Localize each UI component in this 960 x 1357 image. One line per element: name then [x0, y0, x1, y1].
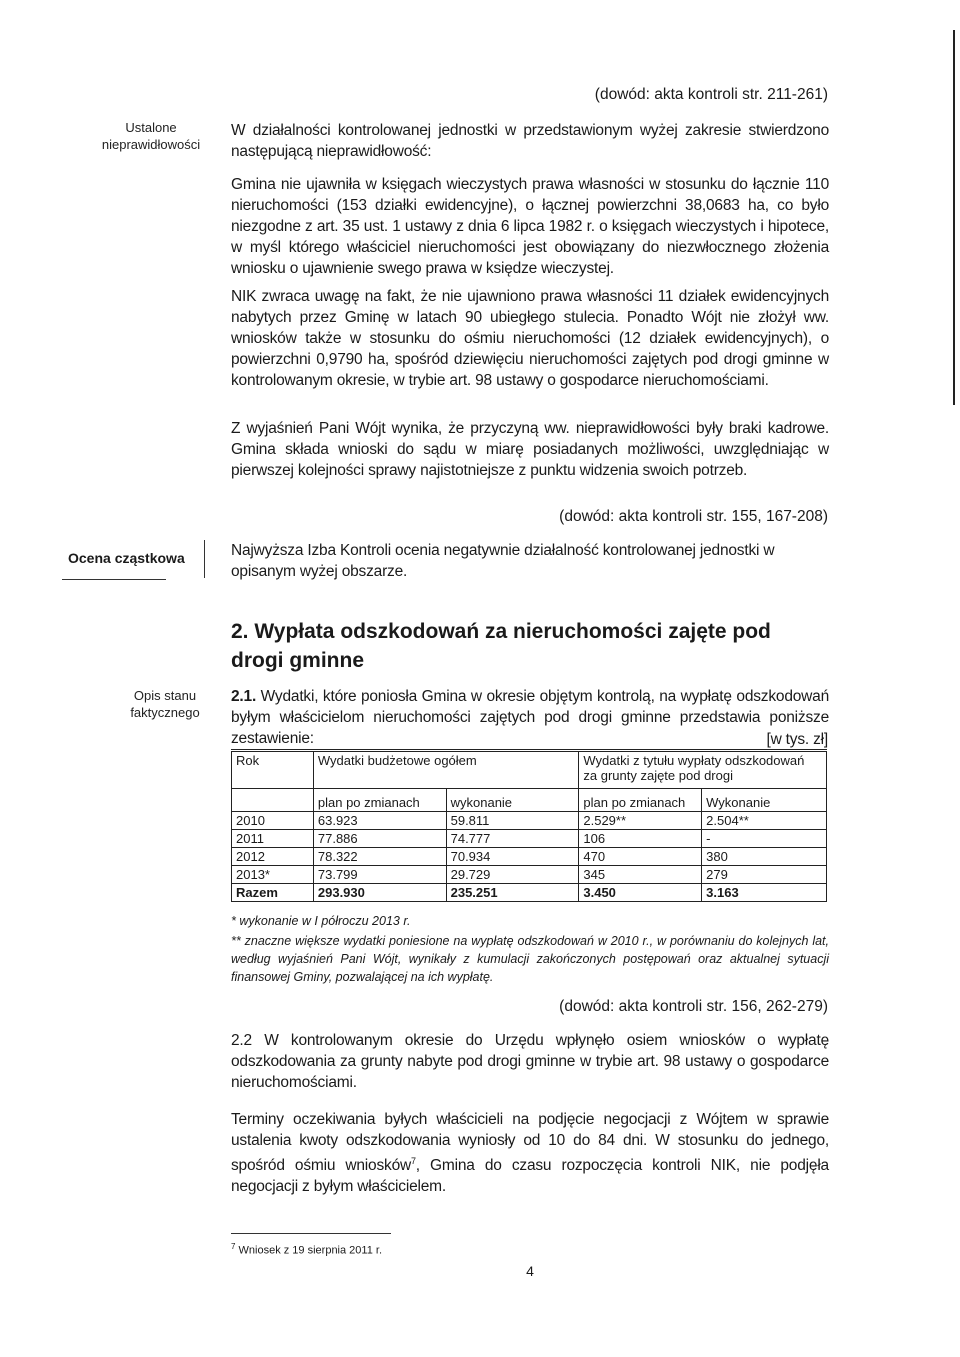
cell-value: 380	[702, 848, 827, 866]
margin-label-facts: Opis stanu faktycznego	[130, 688, 200, 720]
cell-value: 2.504**	[702, 812, 827, 830]
cell-total-label: Razem	[232, 884, 314, 902]
intro-text: W działalności kontrolowanej jednostki w przedstawionym wyżej zakresie stwierdzono następującą nieprawidłowość:	[231, 122, 829, 160]
footnote-number: 7	[231, 1242, 236, 1251]
paragraph-finding: Gmina nie ujawniła w księgach wieczystych prawa własności w stosunku do łącznie 110 nieruchomości (153 działki ewidencyjne), o łącznej powierzchni 38,0683 ha, co było niezgodne z art. 35 ust. 1 ustawy z dnia 6 lipca 1982 r. o księgach wieczystych i hipotece, w myśl którego właściciel nieruchomości jest obowiązany do niezwłocznego złożenia wniosku o ujawnienie swego prawa w księdze wieczystej.	[231, 176, 829, 277]
paragraph-waiting-times-a: Terminy oczekiwania byłych właścicieli na podjęcie negocjacji z Wójtem w sprawie ustalenia kwoty odszkodowania wyniosły od 10 do 84 dni. W stosunku do jednego, spośród ośmiu wniosków	[231, 1111, 829, 1175]
cell-value: 106	[579, 830, 702, 848]
cell-year: 2010	[232, 812, 314, 830]
table-row	[232, 866, 827, 884]
table-top-rule	[231, 749, 827, 750]
paragraph-2-1-text: Wydatki, które poniosła Gmina w okresie objętym kontrolą, na wypłatę odszkodowań byłym właścicielom nieruchomości zajętych pod drogi gminne przedstawia poniższe zestawienie:	[231, 688, 829, 747]
cell-value: 70.934	[446, 848, 579, 866]
cell-value: 2.529**	[579, 812, 702, 830]
section-heading: 2. Wypłata odszkodowań za nieruchomości zajęte pod drogi gminne	[231, 620, 771, 672]
cell-value: -	[702, 830, 827, 848]
header-year: Rok	[232, 752, 314, 789]
footnote-marker: 7	[410, 1156, 416, 1166]
footnote	[231, 1242, 531, 1257]
partial-assessment-label: Ocena cząstkowa	[68, 550, 185, 566]
subheader-execution-comp: Wykonanie	[702, 789, 827, 812]
cell-value: 470	[579, 848, 702, 866]
paragraph-waiting-times-b: , Gmina do czasu rozpoczęcia kontroli NIK, nie podjęła negocjacji z byłym właścicielem.	[231, 1157, 829, 1196]
paragraph-nik-note: NIK zwraca uwagę na fakt, że nie ujawniono prawa własności 11 działek ewidencyjnych nabytych przez Gminę w latach 90 ubiegłego stulecia. Ponadto Wójt nie złożył ww. wniosków także w stosunku do ośmiu nieruchomości (12 działek ewidencyjnych), o powierzchni 0,9790 ha, spośród dziewięciu nieruchomości zajętych pod drogi gminne w kontrolowanym okresie, w trybie art. 98 ustawy o gospodarce nieruchomościami.	[231, 288, 829, 389]
table-total-row	[232, 884, 827, 902]
cell-value: 345	[579, 866, 702, 884]
subheader-plan-comp: plan po zmianach	[579, 789, 702, 812]
expenditure-table	[231, 751, 827, 902]
paragraph-explanation: Z wyjaśnień Pani Wójt wynika, że przyczyną ww. nieprawidłowości były braki kadrowe. Gmina składa wnioski do sądu w miarę posiadanych możliwości, uwzględniając w pierwszej kolejności sprawy najistotniejsze z punktu widzenia swoich potrzeb.	[231, 420, 829, 479]
page-number: 4	[526, 1263, 534, 1279]
evidence-reference-3: (dowód: akta kontroli str. 156, 262-279)	[559, 998, 828, 1015]
cell-value: 29.729	[446, 866, 579, 884]
table-row	[232, 830, 827, 848]
table-header-row	[232, 752, 827, 789]
header-budget: Wydatki budżetowe ogółem	[313, 752, 579, 789]
cell-value: 59.811	[446, 812, 579, 830]
cell-year: 2012	[232, 848, 314, 866]
table-note-1: * wykonanie w I półroczu 2013 r.	[231, 914, 411, 928]
margin-label-irregularities: Ustalone nieprawidłowości	[101, 120, 201, 152]
footnote-rule	[231, 1233, 391, 1234]
evidence-reference: (dowód: akta kontroli str. 211-261)	[594, 86, 828, 103]
cell-value: 279	[702, 866, 827, 884]
table-row	[232, 848, 827, 866]
right-margin-rule	[953, 30, 955, 405]
cell-value: 78.322	[313, 848, 446, 866]
cell-value: 77.886	[313, 830, 446, 848]
subheader-empty	[232, 789, 314, 812]
cell-value: 73.799	[313, 866, 446, 884]
footnote-text: Wniosek z 19 sierpnia 2011 r.	[238, 1244, 382, 1257]
header-compensation: Wydatki z tytułu wypłaty odszkodowań za grunty zajęte pod drogi	[579, 752, 827, 789]
subheader-plan: plan po zmianach	[313, 789, 446, 812]
cell-value: 63.923	[313, 812, 446, 830]
subheader-execution: wykonanie	[446, 789, 579, 812]
table-subheader-row	[232, 789, 827, 812]
cell-total: 3.163	[702, 884, 827, 902]
paragraph-2-2-number: 2.2	[231, 1032, 252, 1049]
cell-total: 235.251	[446, 884, 579, 902]
unit-label: [w tys. zł]	[766, 731, 828, 748]
cell-total: 3.450	[579, 884, 702, 902]
cell-total: 293.930	[313, 884, 446, 902]
evidence-reference-2: (dowód: akta kontroli str. 155, 167-208)	[559, 508, 828, 525]
paragraph-waiting-times	[231, 1109, 829, 1197]
cell-year: 2011	[232, 830, 314, 848]
assessment-text: Najwyższa Izba Kontroli ocenia negatywnie działalność kontrolowanej jednostki w opisanym wyżej obszarze.	[231, 542, 775, 580]
cell-year: 2013*	[232, 866, 314, 884]
paragraph-2-2	[231, 1030, 829, 1093]
table-note-2: ** znaczne większe wydatki poniesione na wypłatę odszkodowań w 2010 r., w porównaniu do kolejnych lat, według wyjaśnień Pani Wójt, wynikały z kumulacji zakończonych postępowań oraz aktualnej sytuacji finansowej Gminy, pozwalającej na ich wypłatę.	[231, 934, 829, 984]
table-row	[232, 812, 827, 830]
paragraph-2-1-number: 2.1.	[231, 688, 257, 705]
cell-value: 74.777	[446, 830, 579, 848]
paragraph-2-2-text: W kontrolowanym okresie do Urzędu wpłynęło osiem wniosków o wypłatę odszkodowania za grunty nabyte pod drogi gminne w trybie art. 98 ustawy o gospodarce nieruchomościami.	[231, 1032, 829, 1091]
